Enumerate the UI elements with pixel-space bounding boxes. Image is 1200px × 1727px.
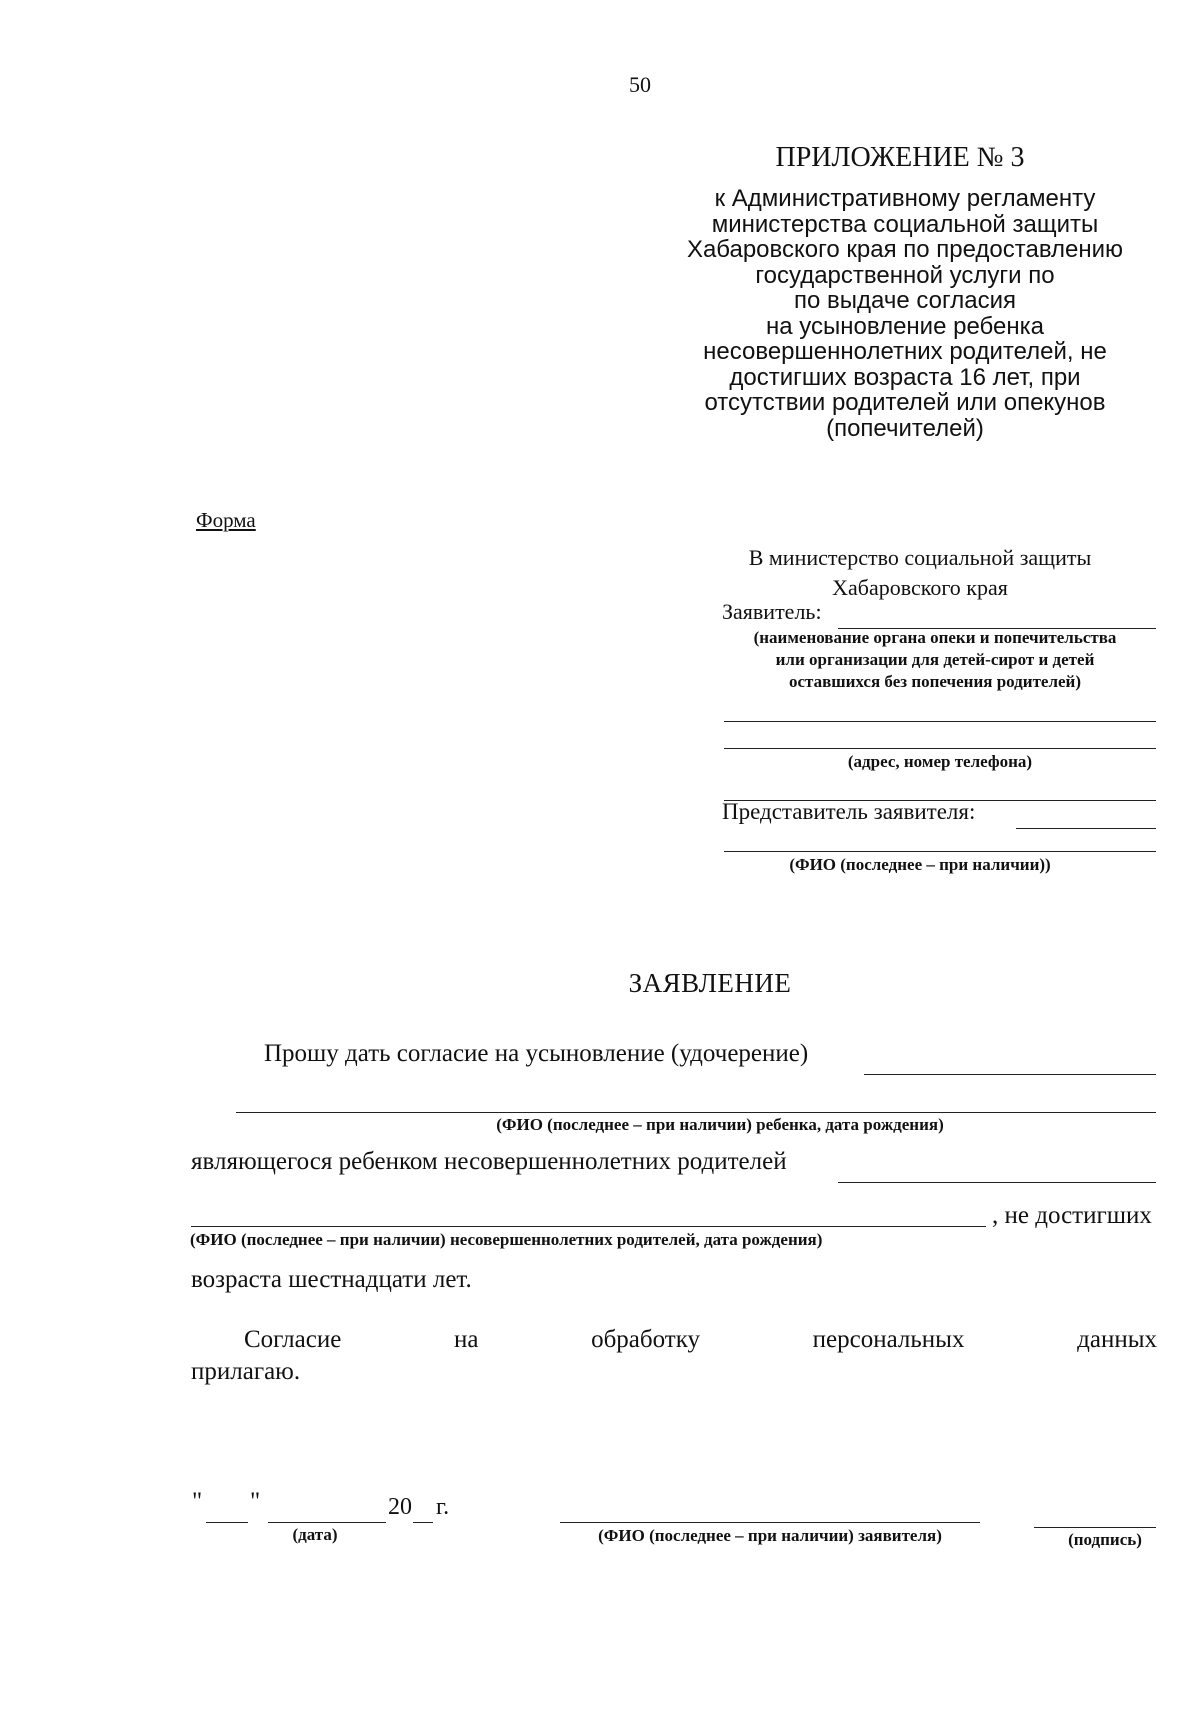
statement-title: ЗАЯВЛЕНИЕ <box>628 968 792 998</box>
consent-row <box>191 1326 1157 1354</box>
caption-line: достигших возраста 16 лет, при <box>729 363 1081 391</box>
date-quote-open: " <box>192 1488 203 1515</box>
request-field-line[interactable] <box>864 1074 1156 1075</box>
address-note: (адрес, номер телефона) <box>847 752 1033 771</box>
applicant-note-line: оставшихся без попечения родителей) <box>788 672 1081 691</box>
date-day-line[interactable] <box>206 1522 248 1523</box>
applicant-name-note: (ФИО (последнее – при наличии) заявителя) <box>598 1526 942 1545</box>
representative-note: (ФИО (последнее – при наличии)) <box>789 855 1051 874</box>
child-note: (ФИО (последнее – при наличии) ребенка, дата рождения) <box>496 1115 944 1134</box>
date-month-line[interactable] <box>268 1522 386 1523</box>
caption-line: к Административному регламенту <box>714 185 1096 212</box>
age-text: возраста шестнадцати лет. <box>191 1266 472 1293</box>
applicant-name-line[interactable] <box>560 1522 980 1523</box>
addressee-line: Хабаровского края <box>832 575 1008 600</box>
addressee-line: В министерство социальной защиты <box>748 545 1092 570</box>
date-year-line[interactable] <box>413 1522 433 1523</box>
caption-line: несовершеннолетних родителей, не <box>703 338 1107 365</box>
caption-line: по выдаче согласия <box>794 287 1016 314</box>
child-name-line[interactable] <box>236 1112 1156 1113</box>
applicant-label: Заявитель: <box>722 599 822 624</box>
consent-word: на <box>453 1326 479 1353</box>
parents-text: являющегося ребенком несовершеннолетних родителей <box>191 1148 787 1175</box>
addressee-block <box>690 543 1150 603</box>
signature-note: (подпись) <box>1068 1530 1142 1549</box>
applicant-note-line: (наименование органа опеки и попечительства <box>753 628 1117 647</box>
consent-word: обработку <box>591 1326 701 1353</box>
parents-field-line[interactable] <box>838 1182 1156 1183</box>
representative-label: Представитель заявителя: <box>722 799 976 824</box>
caption-line: на усыновление ребенка <box>766 312 1044 340</box>
caption-line: государственной услуги по <box>755 261 1055 289</box>
applicant-address-line-1[interactable] <box>724 721 1156 722</box>
not-reached-text: , не достигших <box>992 1202 1152 1229</box>
parents-note: (ФИО (последнее – при наличии) несовершеннолетних родителей, дата рождения) <box>190 1230 823 1249</box>
caption-line: Хабаровского края по предоставлению <box>686 236 1124 263</box>
representative-field-line[interactable] <box>1016 828 1156 829</box>
signature-line[interactable] <box>1034 1527 1156 1528</box>
applicant-note-line: или организации для детей-сирот и детей <box>775 650 1095 669</box>
regulation-caption <box>660 186 1150 441</box>
form-label: Форма <box>196 508 256 532</box>
representative-name-line[interactable] <box>724 851 1156 852</box>
consent-end: прилагаю. <box>191 1358 301 1385</box>
consent-word: Согласие <box>244 1326 342 1353</box>
date-quote-close: " <box>250 1488 261 1515</box>
consent-word: данных <box>1077 1326 1157 1353</box>
year-suffix: г. <box>436 1494 450 1520</box>
caption-line: (попечителей) <box>826 414 984 442</box>
year-prefix: 20 <box>388 1494 412 1520</box>
applicant-note <box>710 627 1160 693</box>
applicant-address-line-2[interactable] <box>724 748 1156 749</box>
appendix-title: ПРИЛОЖЕНИЕ № 3 <box>775 142 1025 173</box>
caption-line: отсутствии родителей или опекунов <box>704 389 1106 416</box>
parents-name-line[interactable] <box>191 1226 986 1227</box>
page-number: 50 <box>629 72 651 97</box>
date-note: (дата) <box>292 1525 338 1544</box>
consent-word: персональных <box>812 1326 965 1353</box>
caption-line: министерства социальной защиты <box>711 210 1099 238</box>
request-text: Прошу дать согласие на усыновление (удочерение) <box>264 1040 809 1067</box>
